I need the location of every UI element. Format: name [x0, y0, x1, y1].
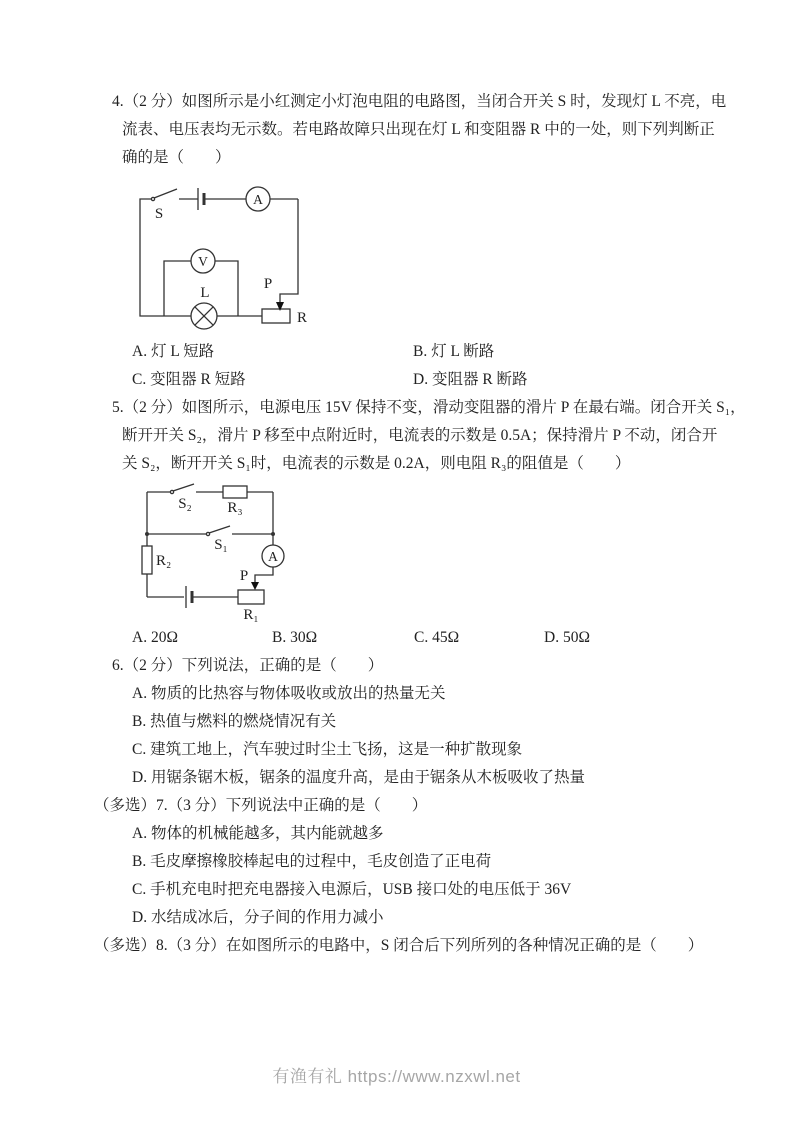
option-7c: C. 手机充电时把充电器接入电源后，USB 接口处的电压低于 36V: [132, 881, 572, 898]
circuit-diagram-q4: [131, 176, 336, 336]
battery-icon: [186, 586, 192, 608]
rheostat-r1-icon: [238, 590, 264, 604]
question-5-stem-line-1: 5.（2 分）如图所示，电源电压 15V 保持不变，滑动变阻器的滑片 P 在最右端。闭合开关 S₁，: [112, 399, 746, 416]
option-7a: A. 物体的机械能越多，其内能就越多: [132, 825, 384, 842]
option-6a: A. 物质的比热容与物体吸收或放出的热量无关: [132, 685, 446, 702]
question-4-stem-line-1: 4.（2 分）如图所示是小红测定小灯泡电阻的电路图，当闭合开关 S 时，发现灯 L 不亮，电: [112, 93, 727, 110]
question-6-stem: 6.（2 分）下列说法，正确的是（ ）: [112, 657, 384, 674]
option-5b: B. 30Ω: [272, 629, 318, 646]
question-8-stem: （多选）8.（3 分）在如图所示的电路中，S 闭合后下列所列的各种情况正确的是（ ）: [94, 937, 704, 954]
label-switch-s2: S₂: [178, 496, 192, 512]
switch-s1-icon: [206, 526, 230, 536]
option-7b: B. 毛皮摩擦橡胶棒起电的过程中，毛皮创造了正电荷: [132, 853, 492, 870]
label-rheostat-r1: R₁: [243, 607, 259, 622]
label-slider-p: P: [239, 568, 249, 584]
option-4b: B. 灯 L 断路: [413, 343, 495, 360]
question-4-stem-line-2: 流表、电压表均无示数。若电路故障只出现在灯 L 和变阻器 R 中的一处，则下列判断正: [122, 121, 715, 138]
resistor-r2-icon: [142, 546, 152, 574]
question-6: [0, 652, 793, 792]
option-5c: C. 45Ω: [414, 629, 460, 646]
label-lamp-l: L: [200, 285, 210, 301]
junction-dot-right: [271, 532, 275, 536]
option-5d: D. 50Ω: [544, 629, 590, 646]
circuit-diagram-q5: [140, 480, 320, 622]
option-4c: C. 变阻器 R 短路: [132, 371, 246, 388]
switch-s2-icon: [170, 484, 194, 494]
question-5: [0, 394, 793, 652]
circuit-wires: [140, 199, 298, 316]
watermark-footer: 有渔有礼 https://www.nzxwl.net: [272, 1067, 521, 1086]
label-ammeter-a: A: [268, 549, 278, 564]
question-4-options: [132, 338, 793, 394]
option-6c: C. 建筑工地上，汽车驶过时尘土飞扬，这是一种扩散现象: [132, 741, 523, 758]
question-8: [0, 932, 793, 960]
lamp-icon: [191, 303, 217, 329]
option-7d: D. 水结成冰后，分子间的作用力减小: [132, 909, 384, 926]
question-4-stem-line-3: 确的是（ ）: [122, 149, 231, 166]
label-switch-s1: S₁: [214, 537, 228, 553]
label-voltmeter-v: V: [198, 254, 208, 269]
label-resistor-r3: R₃: [227, 500, 243, 516]
switch-icon: [151, 189, 177, 201]
question-5-options: [132, 624, 793, 652]
label-resistor-r2: R₂: [156, 553, 172, 569]
label-slider-p: P: [263, 276, 273, 292]
question-5-stem-line-3: 关 S₂，断开开关 S₁时，电流表的示数是 0.2A，则电阻 R₃的阻值是（ ）: [122, 455, 631, 472]
rheostat-icon: [262, 309, 290, 323]
option-6d: D. 用锯条锯木板，锯条的温度升高，是由于锯条从木板吸收了热量: [132, 769, 585, 786]
option-6b: B. 热值与燃料的燃烧情况有关: [132, 713, 337, 730]
question-7: [0, 792, 793, 932]
slider-arrow-icon: [251, 582, 259, 590]
option-4a: A. 灯 L 短路: [132, 343, 215, 360]
resistor-r3-icon: [223, 486, 247, 498]
junction-dot-left: [145, 532, 149, 536]
circuit-wires: [147, 492, 273, 597]
label-rheostat-r: R: [297, 310, 308, 326]
option-5a: A. 20Ω: [132, 629, 178, 646]
label-ammeter-a: A: [253, 192, 263, 207]
label-switch-s: S: [154, 206, 164, 222]
question-4: [0, 88, 793, 394]
option-4d: D. 变阻器 R 断路: [413, 371, 528, 388]
battery-icon: [198, 188, 204, 210]
question-7-stem: （多选）7.（3 分）下列说法中正确的是（ ）: [94, 797, 428, 814]
question-5-stem-line-2: 断开开关 S₂，滑片 P 移至中点附近时，电流表的示数是 0.5A；保持滑片 P 不动，闭合开: [122, 427, 718, 444]
